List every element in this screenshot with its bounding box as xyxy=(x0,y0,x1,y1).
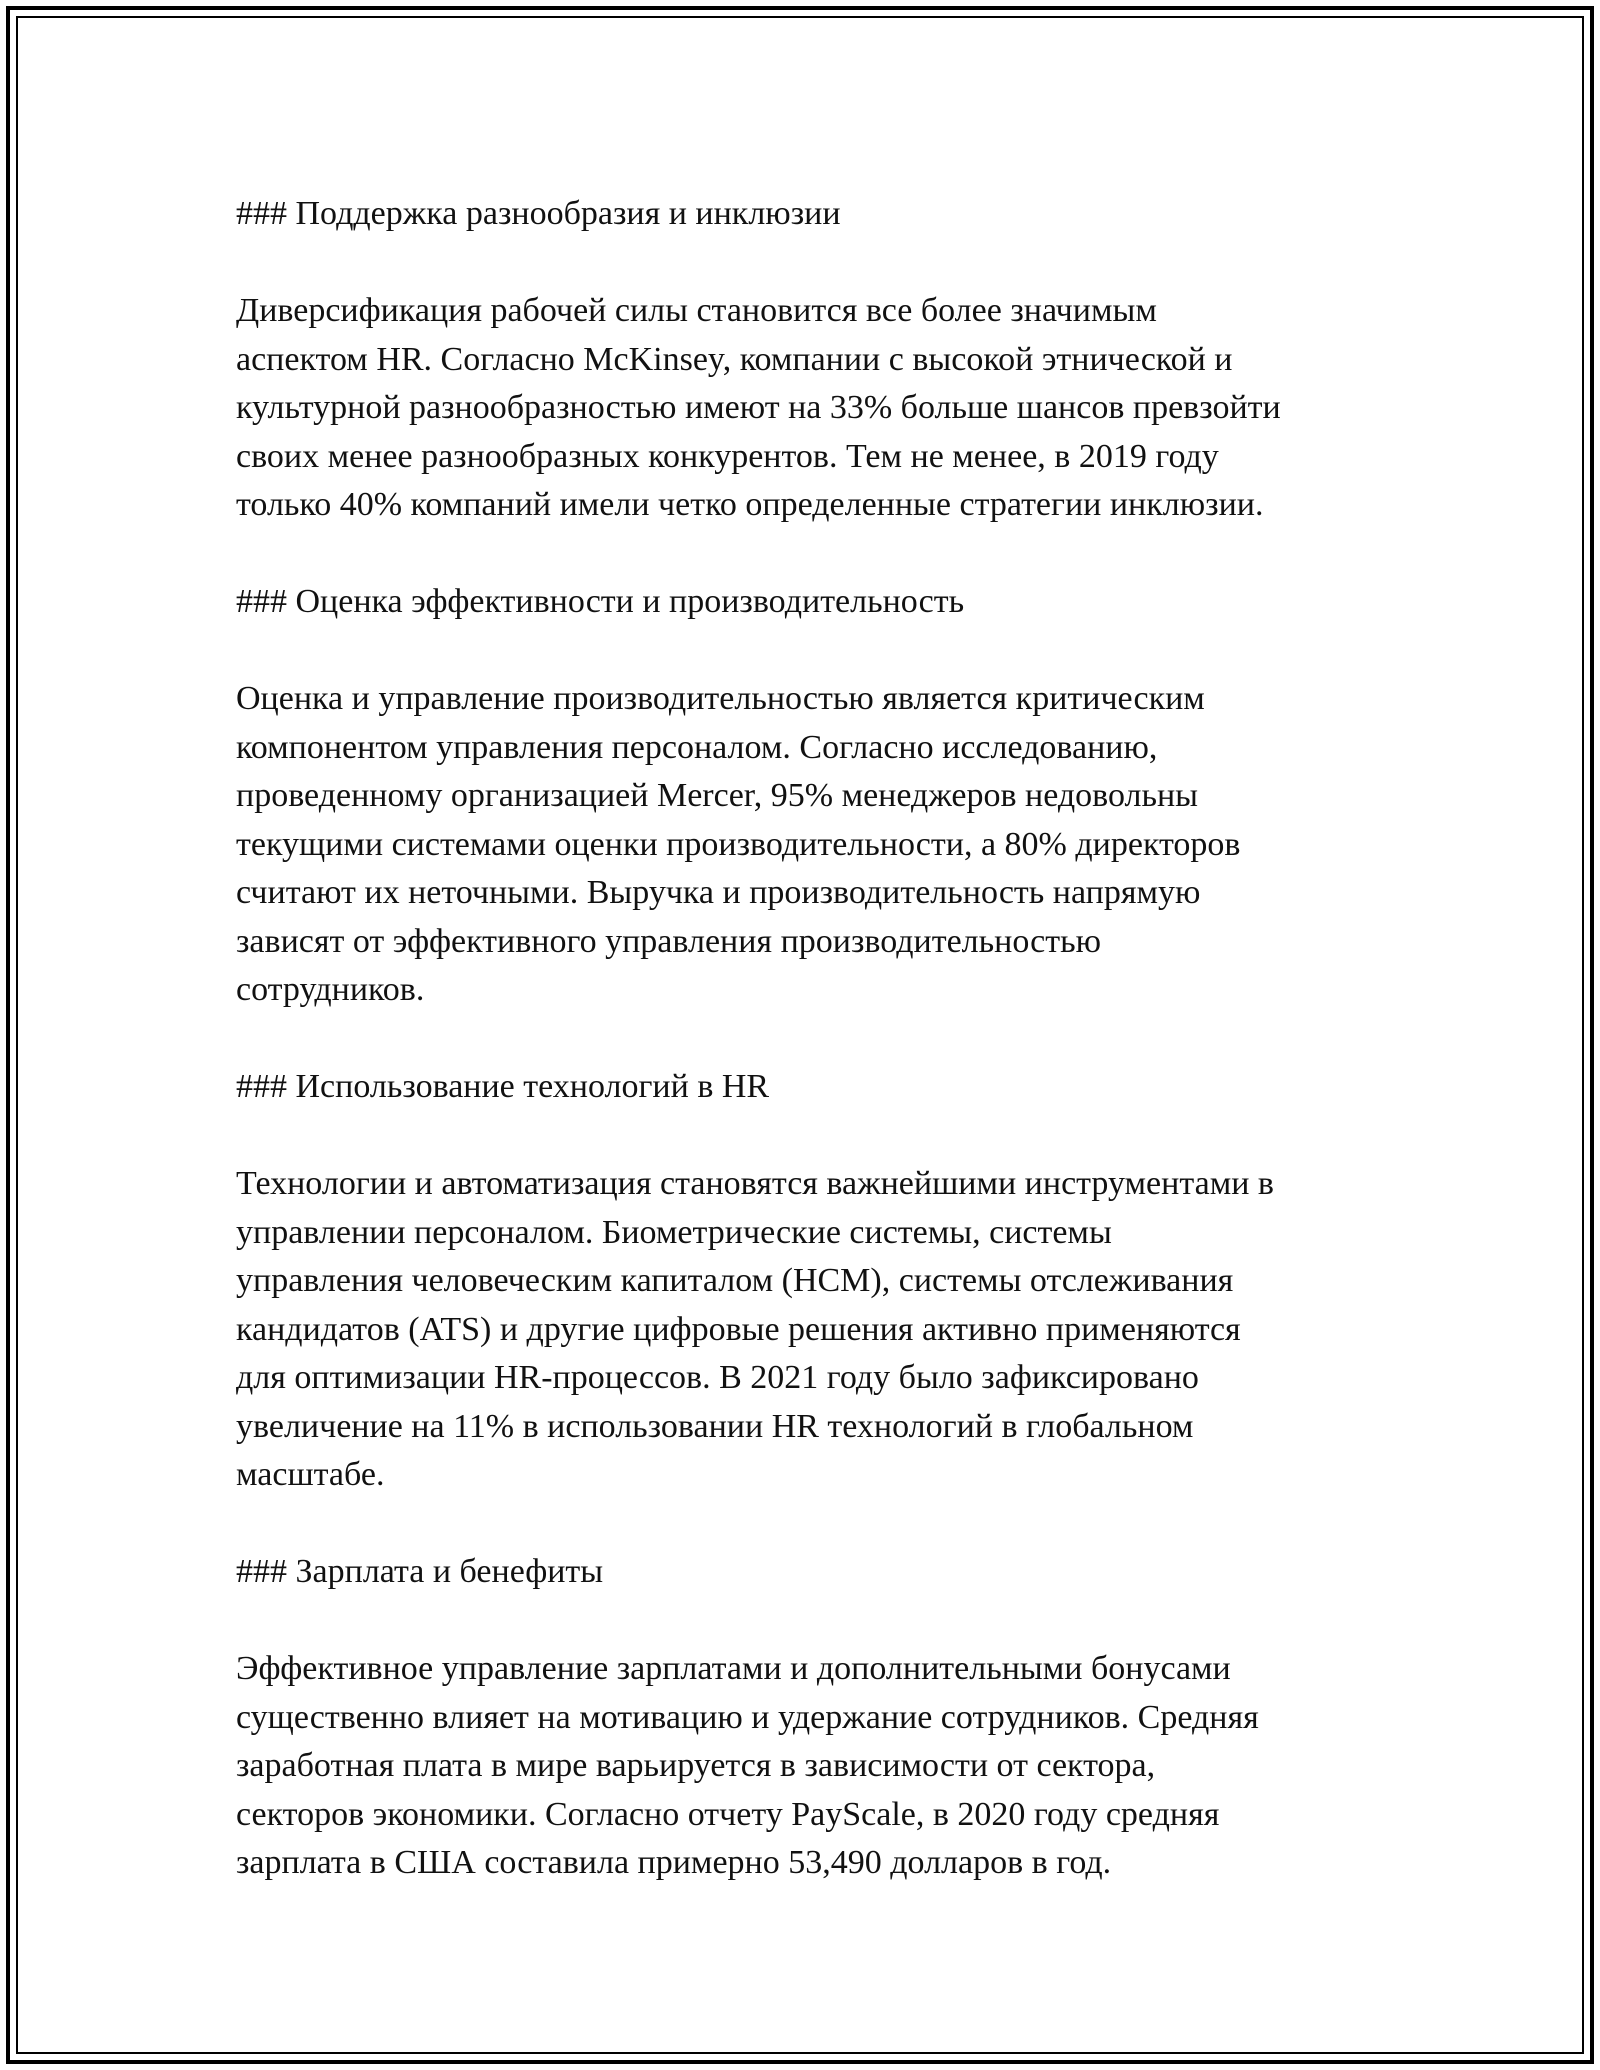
section-heading-diversity: ### Поддержка разнообразия и инклюзии xyxy=(236,195,841,232)
paragraph-salary xyxy=(236,1645,1376,1888)
text-line: компонентом управления персоналом. Согласно исследованию, xyxy=(236,728,1158,766)
text-line: сотрудников. xyxy=(236,971,425,1008)
text-line: Эффективное управление зарплатами и дополнительными бонусами xyxy=(236,1650,1231,1687)
text-line: Оценка и управление производительностью является критическим xyxy=(236,680,1205,717)
document-body xyxy=(236,190,1376,1888)
text-line: считают их неточными. Выручка и производительность напрямую xyxy=(236,874,1201,911)
spacer xyxy=(236,239,1376,288)
text-line: текущими системами оценки производительности, а 80% директоров xyxy=(236,825,1241,863)
text-line: аспектом HR. Согласно McKinsey, компании с высокой этнической и xyxy=(236,340,1233,378)
text-line: увеличение на 11% в использовании HR технологий в глобальном xyxy=(236,1407,1194,1445)
spacer xyxy=(236,1112,1376,1161)
text-line: существенно влияет на мотивацию и удержание сотрудников. Средняя xyxy=(236,1698,1259,1736)
text-line: Диверсификация рабочей силы становится все более значимым xyxy=(236,292,1157,329)
spacer xyxy=(236,627,1376,676)
spacer xyxy=(236,530,1376,579)
text-line: зависят от эффективного управления производительностью xyxy=(236,922,1102,960)
text-line: кандидатов (ATS) и другие цифровые решения активно применяются xyxy=(236,1310,1241,1348)
text-line: управлении персоналом. Биометрические системы, системы xyxy=(236,1213,1112,1251)
paragraph-diversity xyxy=(236,287,1376,530)
text-line: Технологии и автоматизация становятся важнейшими инструментами в xyxy=(236,1165,1274,1202)
text-line: только 40% компаний имели четко определенные стратегии инклюзии. xyxy=(236,486,1264,523)
text-line: секторов экономики. Согласно отчету PayScale, в 2020 году средняя xyxy=(236,1795,1220,1833)
text-line: для оптимизации HR-процессов. В 2021 году было зафиксировано xyxy=(236,1359,1199,1396)
text-line: зарплата в США составила примерно 53,490 долларов в год. xyxy=(236,1844,1112,1881)
text-line: своих менее разнообразных конкурентов. Тем не менее, в 2019 году xyxy=(236,437,1219,475)
text-line: заработная плата в мире варьируется в зависимости от сектора, xyxy=(236,1747,1156,1784)
paragraph-performance xyxy=(236,675,1376,1015)
text-line: управления человеческим капиталом (HCM), системы отслеживания xyxy=(236,1262,1234,1299)
spacer xyxy=(236,1015,1376,1064)
spacer xyxy=(236,1597,1376,1646)
paragraph-technology xyxy=(236,1160,1376,1500)
section-heading-performance: ### Оценка эффективности и производительность xyxy=(236,583,965,620)
section-heading-technology: ### Использование технологий в HR xyxy=(236,1068,770,1105)
text-line: проведенному организацией Mercer, 95% менеджеров недовольны xyxy=(236,777,1199,814)
section-heading-salary: ### Зарплата и бенефиты xyxy=(236,1553,604,1590)
text-line: культурной разнообразностью имеют на 33% больше шансов превзойти xyxy=(236,389,1281,426)
spacer xyxy=(236,1500,1376,1549)
text-line: масштабе. xyxy=(236,1456,385,1493)
